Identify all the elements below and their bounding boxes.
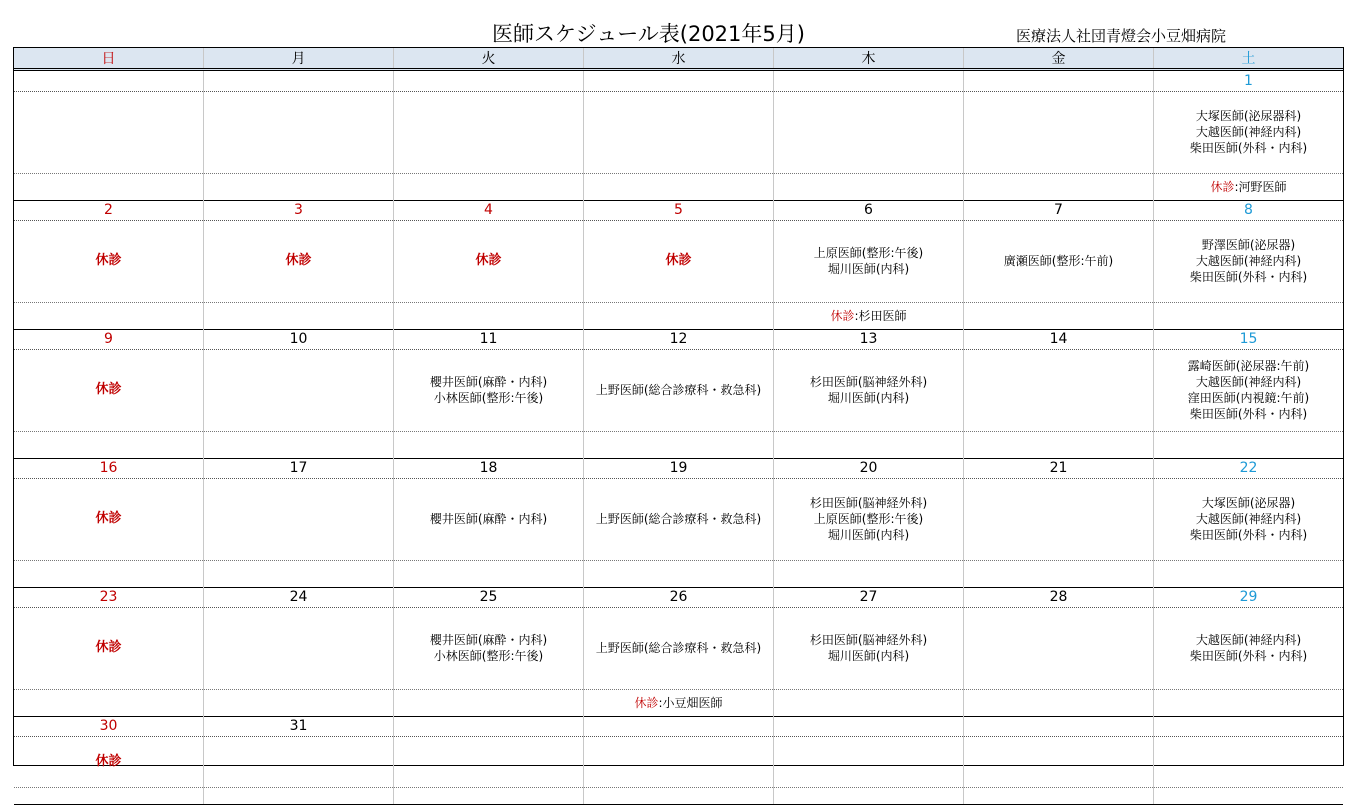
note-cell: [14, 689, 204, 716]
note-cell: [774, 173, 964, 200]
date-number: 26: [584, 587, 774, 607]
schedule-cell: [1154, 349, 1343, 431]
date-number: 29: [1239, 589, 1258, 605]
date-number: 17: [204, 458, 394, 478]
schedule-cell: [1154, 220, 1343, 302]
date-number-row: [14, 458, 1343, 479]
date-number: 7: [964, 200, 1154, 220]
notes-row: [14, 787, 1343, 805]
schedule-cell: [394, 607, 584, 689]
schedule-cell: [14, 220, 204, 302]
note-cell: [584, 560, 774, 587]
date-number: [584, 716, 774, 736]
note-cell: [584, 787, 774, 804]
note-cell: [584, 431, 774, 458]
date-number: 4: [394, 200, 584, 220]
doctor-entry: 柴田医師(外科・内科): [1189, 270, 1308, 284]
note-cell: [774, 302, 964, 329]
schedule-cell: [204, 478, 394, 560]
schedule-cell: [1154, 736, 1343, 787]
schedule-cell: [774, 736, 964, 787]
date-number: [584, 71, 774, 91]
schedule-cell: [1154, 607, 1343, 689]
note-cell: [774, 560, 964, 587]
date-number: 28: [964, 587, 1154, 607]
note-cell: [14, 173, 204, 200]
schedule-cell: [204, 91, 394, 173]
schedule-row: [14, 736, 1343, 788]
weekday-header: 金: [964, 48, 1154, 68]
doctor-entry: 堀川医師(内科): [827, 391, 910, 405]
closed-note-doctor: 杉田医師: [858, 309, 907, 323]
weekday-header-row: [14, 48, 1343, 71]
schedule-cell: [774, 220, 964, 302]
note-cell: [204, 689, 394, 716]
weekday-header: 火: [394, 48, 584, 68]
notes-row: [14, 302, 1343, 330]
schedule-calendar: [13, 47, 1344, 769]
doctor-entry: 堀川医師(内科): [827, 528, 910, 542]
schedule-cell: [964, 736, 1154, 787]
page-title: 医師スケジュール表(2021年5月): [492, 22, 805, 46]
note-cell: [774, 689, 964, 716]
date-number: 21: [964, 458, 1154, 478]
schedule-cell: [774, 478, 964, 560]
doctor-entry: 上原医師(整形:午後): [813, 512, 924, 526]
doctor-entry: 櫻井医師(麻酔・内科): [429, 375, 548, 389]
note-cell: [204, 787, 394, 804]
closed-label: 休診: [95, 753, 122, 769]
date-number: [774, 71, 964, 91]
schedule-cell: [14, 736, 204, 787]
doctor-entry: 堀川医師(内科): [827, 262, 910, 276]
schedule-cell: [394, 349, 584, 431]
schedule-cell: [964, 91, 1154, 173]
date-number: [774, 716, 964, 736]
doctor-entry: 上原医師(整形:午後): [813, 246, 924, 260]
schedule-cell: [14, 91, 204, 173]
date-number: 11: [394, 329, 584, 349]
date-number: 22: [1239, 460, 1258, 476]
schedule-cell: [964, 220, 1154, 302]
date-number-row: [14, 329, 1343, 350]
note-cell: [204, 560, 394, 587]
date-number: 10: [204, 329, 394, 349]
schedule-cell: [14, 349, 204, 431]
schedule-cell: [774, 91, 964, 173]
schedule-cell: [584, 736, 774, 787]
weekday-header: 日: [14, 48, 204, 68]
note-cell: [964, 431, 1154, 458]
date-number: 30: [14, 716, 204, 736]
note-cell: [394, 302, 584, 329]
schedule-cell: [584, 478, 774, 560]
weekday-header: 土: [1241, 51, 1256, 67]
date-number-row: [14, 200, 1343, 221]
schedule-row: [14, 349, 1343, 432]
date-number: 25: [394, 587, 584, 607]
date-number: 19: [584, 458, 774, 478]
date-number: 6: [774, 200, 964, 220]
notes-row: [14, 173, 1343, 201]
schedule-cell: [1154, 478, 1343, 560]
note-cell: [964, 173, 1154, 200]
closed-label: 休診: [475, 253, 502, 268]
date-number: [1154, 716, 1343, 736]
schedule-row: [14, 91, 1343, 174]
doctor-entry: 大越医師(神経内科): [1195, 633, 1302, 647]
date-number: [964, 71, 1154, 91]
date-number-row: [14, 587, 1343, 608]
date-number: 27: [774, 587, 964, 607]
note-cell: [1154, 689, 1343, 716]
doctor-entry: 露崎医師(泌尿器:午前): [1187, 359, 1310, 373]
closed-note-doctor: 河野医師: [1238, 180, 1287, 194]
doctor-entry: 杉田医師(脳神経外科): [809, 496, 928, 510]
doctor-entry: 大越医師(神経内科): [1195, 512, 1302, 526]
doctor-entry: 窪田医師(内視鏡:午前): [1187, 391, 1310, 405]
date-number: [204, 71, 394, 91]
schedule-cell: [14, 607, 204, 689]
date-number: 3: [204, 200, 394, 220]
schedule-cell: [204, 220, 394, 302]
date-number: [964, 716, 1154, 736]
note-separator: :: [854, 309, 859, 323]
date-number: 24: [204, 587, 394, 607]
schedule-cell: [14, 478, 204, 560]
closed-label: 休診: [95, 382, 122, 397]
date-number: 2: [14, 200, 204, 220]
doctor-entry: 堀川医師(内科): [827, 649, 910, 663]
schedule-cell: [964, 607, 1154, 689]
date-number: [394, 71, 584, 91]
date-number: 15: [1239, 331, 1258, 347]
schedule-cell: [774, 607, 964, 689]
schedule-cell: [394, 478, 584, 560]
schedule-cell: [394, 220, 584, 302]
doctor-entry: 杉田医師(脳神経外科): [809, 633, 928, 647]
closed-label: 休診: [95, 253, 122, 268]
schedule-cell: [204, 607, 394, 689]
note-cell: [14, 431, 204, 458]
date-number: 13: [774, 329, 964, 349]
doctor-entry: 杉田医師(脳神経外科): [809, 375, 928, 389]
notes-row: [14, 689, 1343, 717]
note-cell: [14, 787, 204, 804]
schedule-cell: [964, 349, 1154, 431]
schedule-cell: [204, 736, 394, 787]
schedule-cell: [394, 91, 584, 173]
note-cell: [394, 689, 584, 716]
note-cell: [774, 787, 964, 804]
schedule-cell: [204, 349, 394, 431]
schedule-row: [14, 220, 1343, 303]
doctor-entry: 野澤医師(泌尿器): [1201, 238, 1296, 252]
note-cell: [204, 302, 394, 329]
note-cell: [1154, 560, 1343, 587]
doctor-entry: 上野医師(総合診療科・救急科): [595, 641, 762, 655]
organization-name: 医療法人社団青燈会小豆畑病院: [1016, 27, 1227, 45]
date-number: 5: [584, 200, 774, 220]
date-number: 18: [394, 458, 584, 478]
note-cell: [204, 431, 394, 458]
notes-row: [14, 560, 1343, 588]
date-number: 12: [584, 329, 774, 349]
doctor-entry: 上野医師(総合診療科・救急科): [595, 512, 762, 526]
note-cell: [774, 431, 964, 458]
weekday-header: 木: [774, 48, 964, 68]
schedule-cell: [394, 736, 584, 787]
note-cell: [394, 431, 584, 458]
date-number-row: [14, 716, 1343, 737]
doctor-entry: 小林医師(整形:午後): [433, 649, 544, 663]
date-number: 16: [14, 458, 204, 478]
closed-note-label: 休診: [634, 696, 659, 710]
doctor-entry: 廣瀬医師(整形:午前): [1003, 254, 1114, 268]
closed-note-label: 休診: [1210, 180, 1235, 194]
schedule-cell: [964, 478, 1154, 560]
doctor-entry: 柴田医師(外科・内科): [1189, 528, 1308, 542]
note-cell: [964, 787, 1154, 804]
note-cell: [964, 689, 1154, 716]
doctor-entry: 柴田医師(外科・内科): [1189, 141, 1308, 155]
date-number: 23: [14, 587, 204, 607]
note-cell: [584, 689, 774, 716]
notes-row: [14, 431, 1343, 459]
schedule-cell: [774, 349, 964, 431]
note-cell: [14, 560, 204, 587]
date-number: 9: [14, 329, 204, 349]
note-cell: [394, 560, 584, 587]
date-number: [394, 716, 584, 736]
doctor-entry: 柴田医師(外科・内科): [1189, 649, 1308, 663]
doctor-entry: 上野医師(総合診療科・救急科): [595, 383, 762, 397]
note-cell: [584, 302, 774, 329]
note-cell: [1154, 302, 1343, 329]
schedule-cell: [584, 220, 774, 302]
date-number: [14, 71, 204, 91]
closed-label: 休診: [665, 253, 692, 268]
closed-note-doctor: 小豆畑医師: [662, 696, 723, 710]
doctor-entry: 大越医師(神経内科): [1195, 254, 1302, 268]
note-cell: [394, 173, 584, 200]
note-cell: [1154, 787, 1343, 804]
doctor-entry: 小林医師(整形:午後): [433, 391, 544, 405]
doctor-entry: 大塚医師(泌尿器): [1201, 496, 1296, 510]
date-number: 14: [964, 329, 1154, 349]
note-cell: [1154, 431, 1343, 458]
doctor-entry: 櫻井医師(麻酔・内科): [429, 512, 548, 526]
note-cell: [14, 302, 204, 329]
date-number: 1: [1244, 73, 1253, 89]
schedule-row: [14, 478, 1343, 561]
note-cell: [204, 173, 394, 200]
note-cell: [964, 560, 1154, 587]
note-cell: [394, 787, 584, 804]
date-number: 31: [204, 716, 394, 736]
date-number: 20: [774, 458, 964, 478]
schedule-cell: [1154, 91, 1343, 173]
doctor-entry: 大塚医師(泌尿器科): [1195, 109, 1302, 123]
schedule-cell: [584, 607, 774, 689]
schedule-cell: [584, 91, 774, 173]
date-number-row: [14, 71, 1343, 92]
doctor-entry: 柴田医師(外科・内科): [1189, 407, 1308, 421]
closed-note-label: 休診: [830, 309, 855, 323]
note-separator: :: [658, 696, 663, 710]
note-cell: [584, 173, 774, 200]
note-separator: :: [1234, 180, 1239, 194]
weekday-header: 月: [204, 48, 394, 68]
schedule-row: [14, 607, 1343, 690]
doctor-entry: 櫻井医師(麻酔・内科): [429, 633, 548, 647]
closed-label: 休診: [95, 511, 122, 526]
date-number: 8: [1244, 202, 1253, 218]
note-cell: [964, 302, 1154, 329]
note-cell: [1154, 173, 1343, 200]
doctor-entry: 大越医師(神経内科): [1195, 125, 1302, 139]
schedule-cell: [584, 349, 774, 431]
doctor-entry: 大越医師(神経内科): [1195, 375, 1302, 389]
closed-label: 休診: [285, 253, 312, 268]
closed-label: 休診: [95, 640, 122, 655]
weekday-header: 水: [584, 48, 774, 68]
